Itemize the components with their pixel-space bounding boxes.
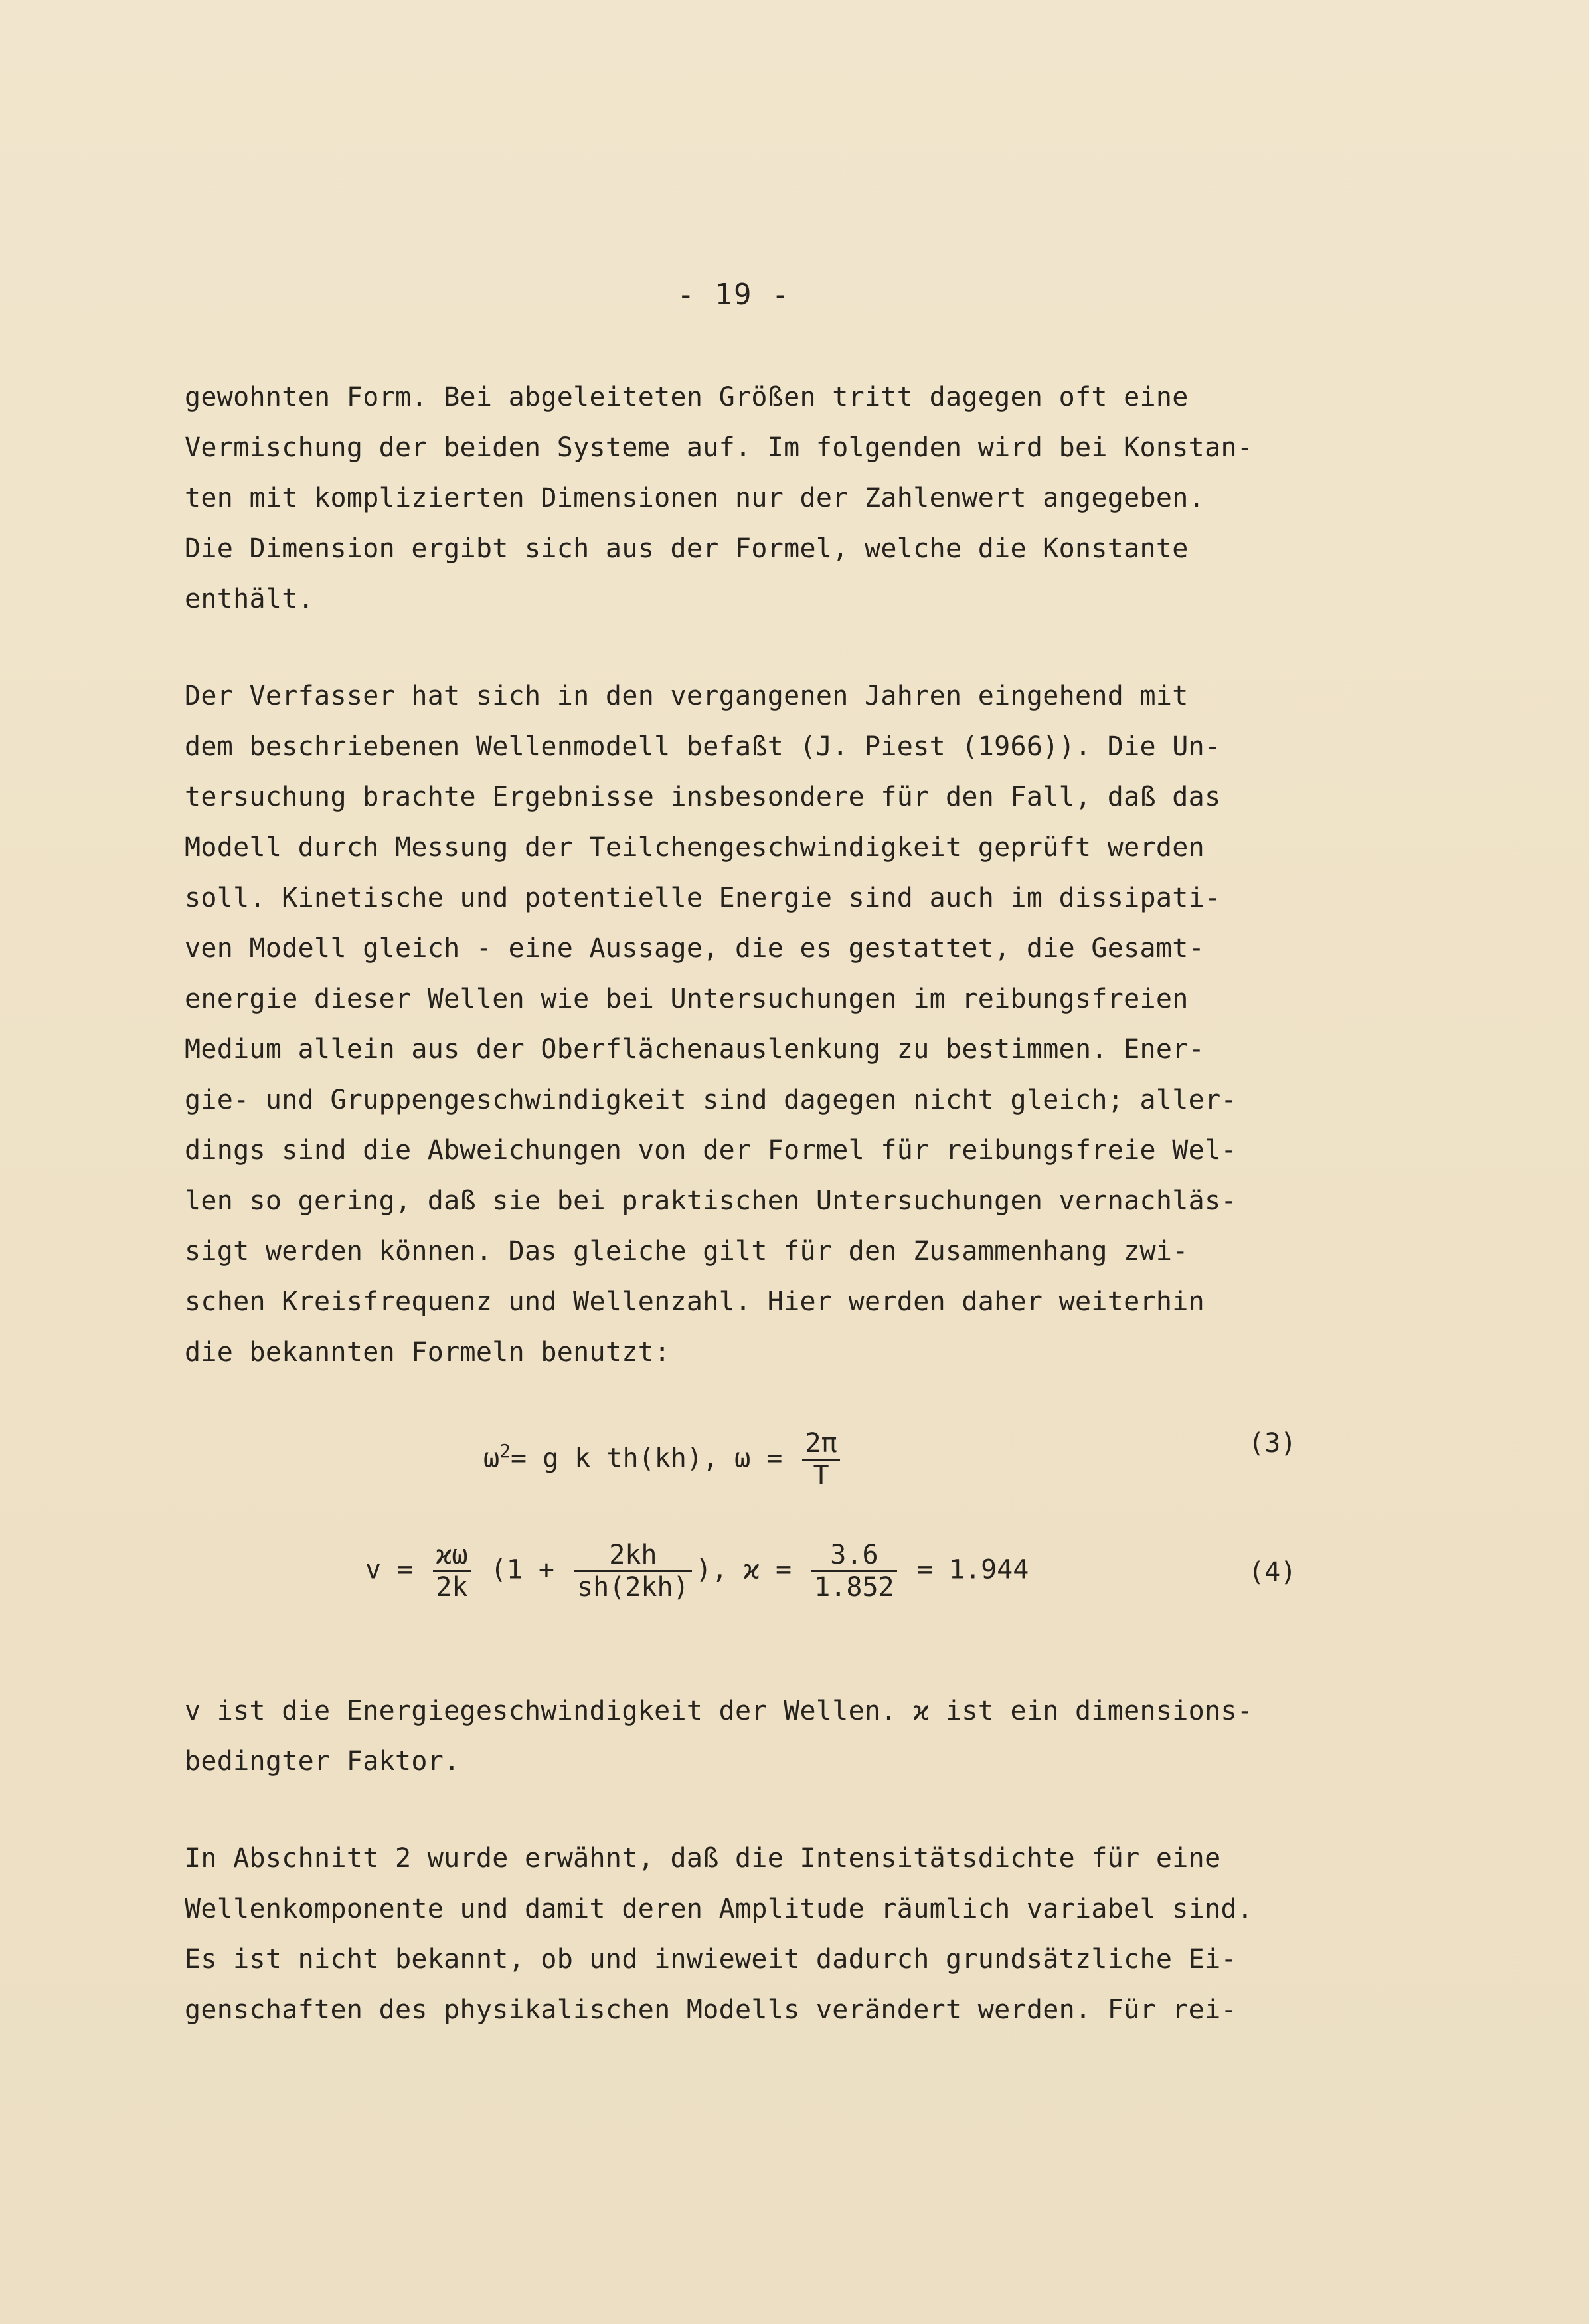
fraction-3-6-over-1-852 bbox=[811, 1540, 896, 1603]
fraction-numerator: 3.6 bbox=[811, 1540, 896, 1572]
paren-close: ), bbox=[695, 1554, 728, 1585]
text-line: Der Verfasser hat sich in den vergangenen Jahren eingehend mit bbox=[185, 681, 1189, 711]
equation-label-3: (3) bbox=[1248, 1428, 1297, 1459]
text-line: In Abschnitt 2 wurde erwähnt, daß die Intensitätsdichte für eine bbox=[185, 1843, 1221, 1874]
fraction-numerator: 2π bbox=[802, 1428, 839, 1461]
omega-symbol: ω bbox=[483, 1443, 500, 1474]
text-line: v ist die Energiegeschwindigkeit der Wellen. ϰ ist ein dimensions- bbox=[185, 1696, 1254, 1726]
fraction-numerator: 2kh bbox=[574, 1540, 692, 1572]
text-line: dem beschriebenen Wellenmodell befaßt (J. Piest (1966)). Die Un- bbox=[185, 731, 1221, 762]
omega-definition: ω = bbox=[734, 1443, 783, 1474]
text-line: sigt werden können. Das gleiche gilt für den Zusammenhang zwi- bbox=[185, 1236, 1189, 1267]
fraction-denominator: 2k bbox=[436, 1572, 468, 1603]
text-line: gewohnten Form. Bei abgeleiteten Größen tritt dagegen oft eine bbox=[185, 382, 1189, 412]
fraction-numerator: ϰω bbox=[433, 1540, 470, 1572]
fraction-2pi-over-t bbox=[802, 1428, 839, 1491]
text-line: Vermischung der beiden Systeme auf. Im folgenden wird bei Konstan- bbox=[185, 432, 1254, 463]
fraction-kappa-omega-over-2k bbox=[433, 1540, 470, 1603]
text-line: Medium allein aus der Oberflächenauslenkung zu bestimmen. Ener- bbox=[185, 1034, 1205, 1065]
paren-open: (1 + bbox=[490, 1554, 554, 1585]
exponent: 2 bbox=[499, 1440, 511, 1463]
fraction-denominator: T bbox=[813, 1461, 829, 1491]
paragraph-4 bbox=[185, 1833, 1446, 2035]
text-line: bedingter Faktor. bbox=[185, 1746, 460, 1777]
text-line: energie dieser Wellen wie bei Untersuchungen im reibungsfreien bbox=[185, 984, 1189, 1014]
text-line: Modell durch Messung der Teilchengeschwindigkeit geprüft werden bbox=[185, 832, 1205, 863]
equation-label-4: (4) bbox=[1248, 1557, 1297, 1587]
text-line: enthält. bbox=[185, 584, 315, 614]
paragraph-3 bbox=[185, 1686, 1446, 1787]
text-line: gie- und Gruppengeschwindigkeit sind dagegen nicht gleich; aller- bbox=[185, 1085, 1237, 1115]
page-number: - 19 - bbox=[677, 278, 791, 312]
text-line: len so gering, daß sie bei praktischen Untersuchungen vernachläs- bbox=[185, 1186, 1237, 1216]
paragraph-1 bbox=[185, 372, 1446, 624]
text-line: ven Modell gleich - eine Aussage, die es gestattet, die Gesamt- bbox=[185, 933, 1205, 964]
text-line: Die Dimension ergibt sich aus der Formel, welche die Konstante bbox=[185, 533, 1189, 564]
text-line: die bekannten Formeln benutzt: bbox=[185, 1337, 671, 1368]
kappa-result: = 1.944 bbox=[916, 1554, 1029, 1585]
text-line: tersuchung brachte Ergebnisse insbesondere für den Fall, daß das bbox=[185, 782, 1221, 812]
text-line: Es ist nicht bekannt, ob und inwieweit dadurch grundsätzliche Ei- bbox=[185, 1944, 1237, 1975]
fraction-denominator: sh(2kh) bbox=[577, 1572, 689, 1603]
equation-4 bbox=[365, 1540, 1029, 1603]
text-line: schen Kreisfrequenz und Wellenzahl. Hier werden daher weiterhin bbox=[185, 1287, 1205, 1317]
text-line: Wellenkomponente und damit deren Amplitude räumlich variabel sind. bbox=[185, 1894, 1254, 1924]
kappa-definition: ϰ = bbox=[743, 1554, 792, 1585]
equation-3 bbox=[483, 1428, 844, 1491]
text-line: genschaften des physikalischen Modells verändert werden. Für rei- bbox=[185, 1995, 1237, 2025]
equation-lhs: v = bbox=[365, 1554, 414, 1585]
text-line: dings sind die Abweichungen von der Formel für reibungsfreie Wel- bbox=[185, 1135, 1237, 1166]
text-line: soll. Kinetische und potentielle Energie sind auch im dissipati- bbox=[185, 883, 1221, 913]
fraction-2kh-over-sh bbox=[574, 1540, 692, 1603]
equation-text: = g k th(kh), bbox=[510, 1443, 719, 1474]
fraction-denominator: 1.852 bbox=[814, 1572, 894, 1603]
paragraph-2 bbox=[185, 671, 1446, 1378]
text-line: ten mit komplizierten Dimensionen nur der Zahlenwert angegeben. bbox=[185, 483, 1205, 513]
